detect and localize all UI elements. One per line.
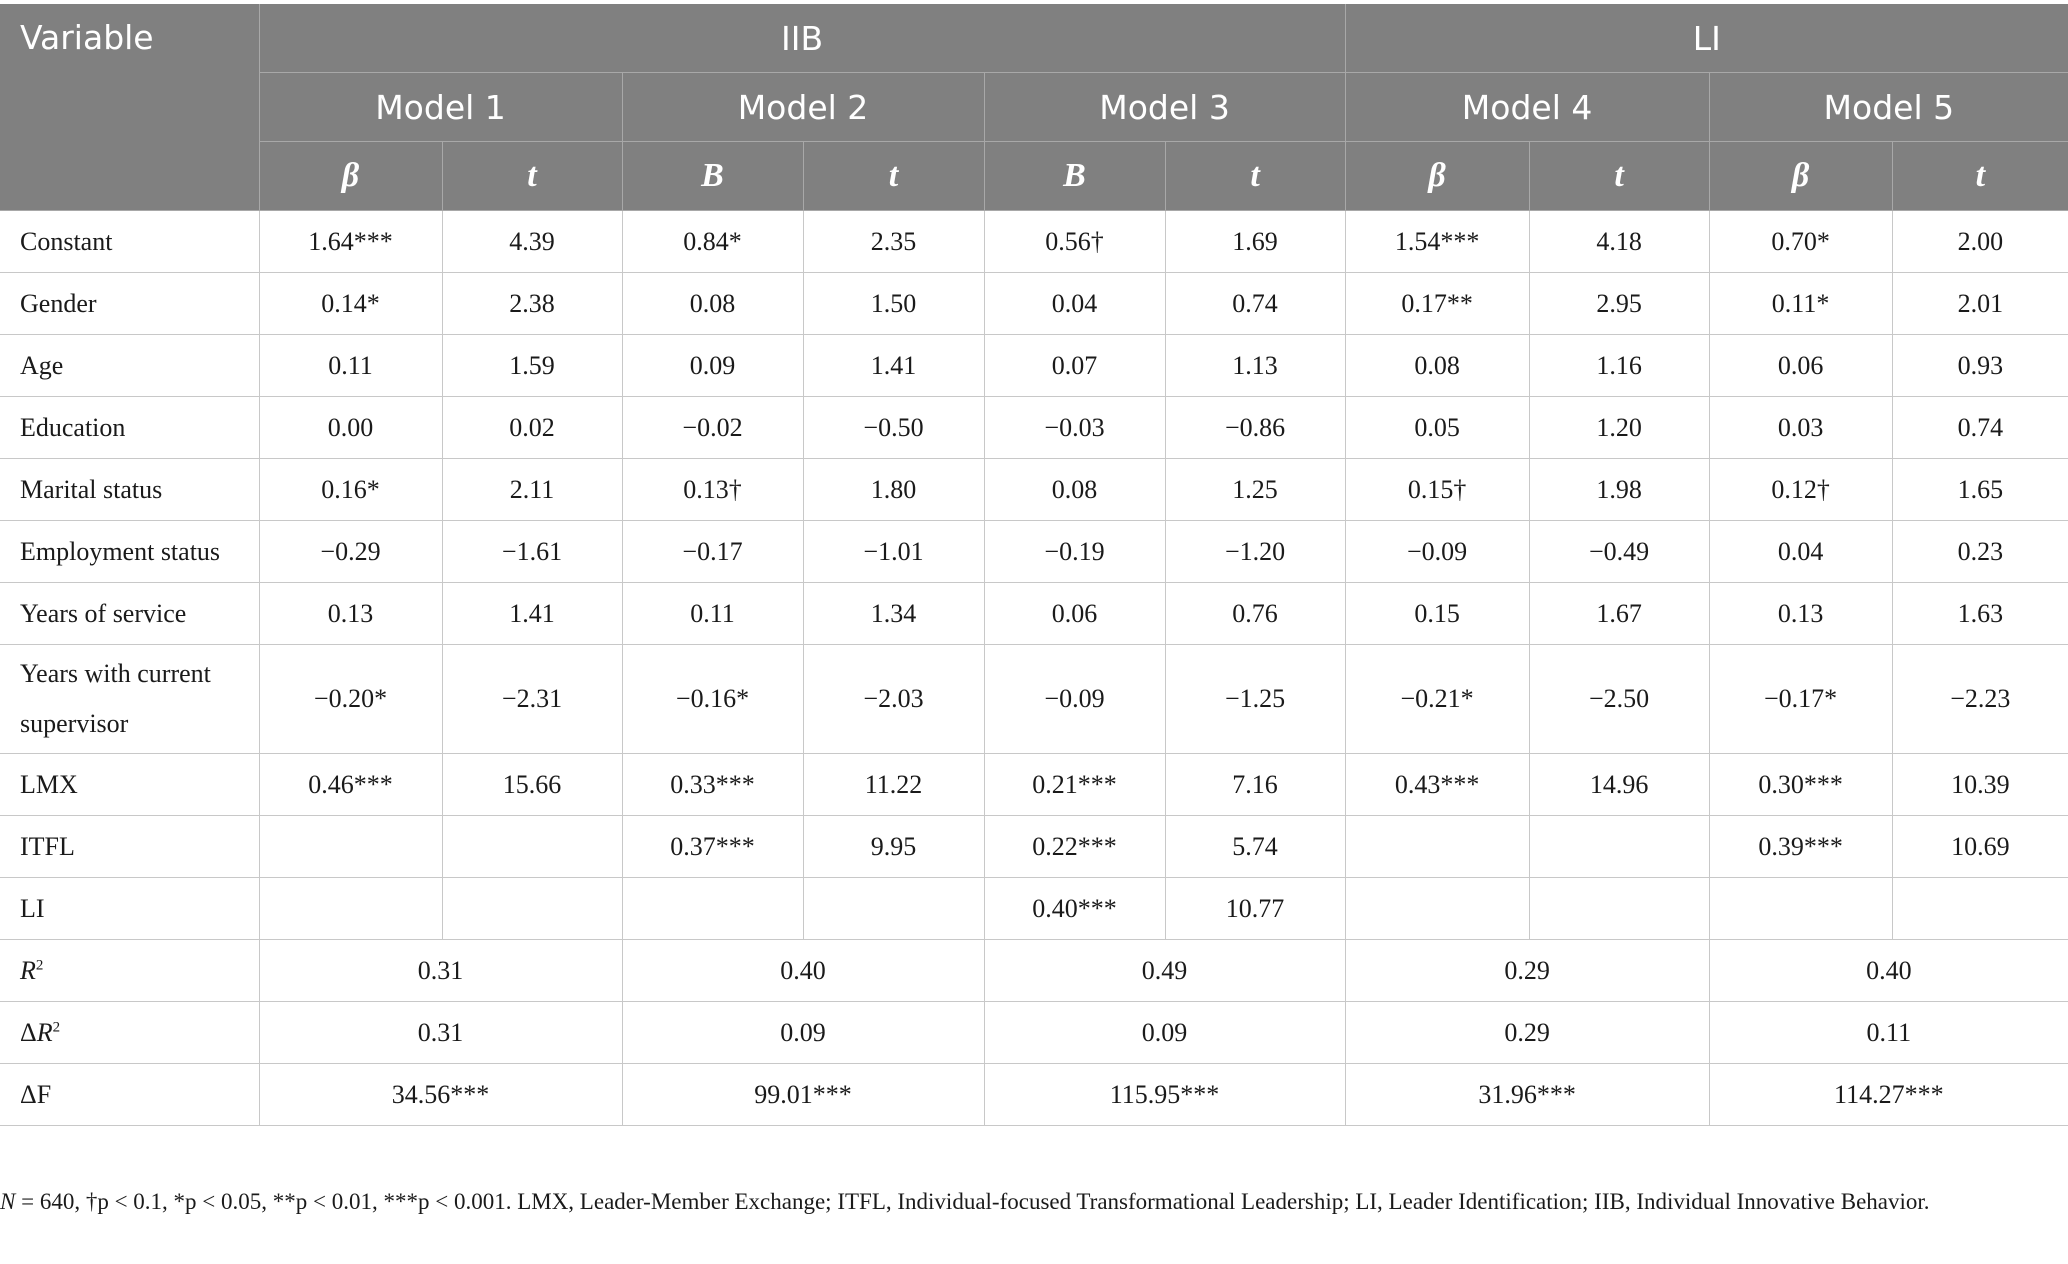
t-cell: −0.49 xyxy=(1529,521,1709,583)
t-cell: 0.76 xyxy=(1165,583,1345,645)
model-header: Model 2 xyxy=(622,73,984,142)
summary-row xyxy=(0,1064,2068,1126)
table-row xyxy=(0,816,2068,878)
t-cell xyxy=(803,878,984,940)
table-row xyxy=(0,754,2068,816)
coef-cell: −0.29 xyxy=(259,521,442,583)
summary-value: 34.56*** xyxy=(259,1064,622,1126)
t-cell: 1.41 xyxy=(803,335,984,397)
t-cell: −2.03 xyxy=(803,645,984,754)
regression-table xyxy=(0,4,2068,1126)
coef-cell: 0.16* xyxy=(259,459,442,521)
coef-cell: 0.08 xyxy=(622,273,803,335)
t-cell: 0.74 xyxy=(1165,273,1345,335)
summary-label-main: R xyxy=(36,1017,53,1047)
t-cell: 1.41 xyxy=(442,583,622,645)
t-cell: 0.74 xyxy=(1892,397,2068,459)
coef-cell: 0.40*** xyxy=(984,878,1165,940)
t-cell: −2.50 xyxy=(1529,645,1709,754)
coef-symbol: β xyxy=(1345,142,1529,211)
t-symbol: t xyxy=(1892,142,2068,211)
coef-cell: 0.84* xyxy=(622,211,803,273)
table-row xyxy=(0,521,2068,583)
coef-cell: 0.33*** xyxy=(622,754,803,816)
summary-label-main: R xyxy=(20,955,36,985)
t-cell: 11.22 xyxy=(803,754,984,816)
t-cell: 0.23 xyxy=(1892,521,2068,583)
t-cell: 1.50 xyxy=(803,273,984,335)
summary-value: 0.09 xyxy=(984,1002,1345,1064)
coef-cell: 0.13† xyxy=(622,459,803,521)
row-label: Education xyxy=(0,397,259,459)
t-cell: 1.59 xyxy=(442,335,622,397)
summary-label-main: ΔF xyxy=(20,1079,52,1109)
t-cell: 2.95 xyxy=(1529,273,1709,335)
row-label: Employment status xyxy=(0,521,259,583)
summary-value: 0.40 xyxy=(622,940,984,1002)
coef-cell: −0.09 xyxy=(1345,521,1529,583)
t-cell: 1.65 xyxy=(1892,459,2068,521)
coef-cell: 1.54*** xyxy=(1345,211,1529,273)
row-label: Age xyxy=(0,335,259,397)
table-header xyxy=(0,4,2068,211)
coef-cell: −0.21* xyxy=(1345,645,1529,754)
table-row xyxy=(0,878,2068,940)
coef-symbol: β xyxy=(259,142,442,211)
coef-cell: 0.56† xyxy=(984,211,1165,273)
row-label: LMX xyxy=(0,754,259,816)
coef-cell: 0.46*** xyxy=(259,754,442,816)
t-cell: 2.00 xyxy=(1892,211,2068,273)
coef-cell: 0.12† xyxy=(1709,459,1892,521)
t-cell: −1.61 xyxy=(442,521,622,583)
coef-symbol: β xyxy=(1709,142,1892,211)
coef-cell: −0.17 xyxy=(622,521,803,583)
coef-cell: 0.04 xyxy=(984,273,1165,335)
t-cell: 1.98 xyxy=(1529,459,1709,521)
coef-cell xyxy=(622,878,803,940)
t-cell: −1.25 xyxy=(1165,645,1345,754)
row-label: ITFL xyxy=(0,816,259,878)
summary-value: 0.31 xyxy=(259,1002,622,1064)
model-header: Model 3 xyxy=(984,73,1345,142)
model-header: Model 1 xyxy=(259,73,622,142)
t-cell: 1.69 xyxy=(1165,211,1345,273)
row-label: Years with current supervisor xyxy=(0,645,259,754)
summary-value: 115.95*** xyxy=(984,1064,1345,1126)
t-symbol: t xyxy=(1165,142,1345,211)
coef-cell: 0.21*** xyxy=(984,754,1165,816)
coef-cell: 0.05 xyxy=(1345,397,1529,459)
summary-value: 0.29 xyxy=(1345,940,1709,1002)
coef-cell: 0.14* xyxy=(259,273,442,335)
t-cell: 1.16 xyxy=(1529,335,1709,397)
coef-cell: −0.16* xyxy=(622,645,803,754)
row-label: Years of service xyxy=(0,583,259,645)
t-cell: 2.38 xyxy=(442,273,622,335)
t-cell: 15.66 xyxy=(442,754,622,816)
summary-value: 0.49 xyxy=(984,940,1345,1002)
t-cell: 0.93 xyxy=(1892,335,2068,397)
t-cell: 2.01 xyxy=(1892,273,2068,335)
coef-cell: 0.43*** xyxy=(1345,754,1529,816)
coef-cell: 0.70* xyxy=(1709,211,1892,273)
t-symbol: t xyxy=(442,142,622,211)
coef-cell: 0.00 xyxy=(259,397,442,459)
coef-cell: 0.06 xyxy=(1709,335,1892,397)
coef-cell: −0.17* xyxy=(1709,645,1892,754)
coef-cell xyxy=(1345,816,1529,878)
coef-cell: 0.15 xyxy=(1345,583,1529,645)
t-cell: 9.95 xyxy=(803,816,984,878)
coef-cell: 0.03 xyxy=(1709,397,1892,459)
footnote-text: = 640, †p < 0.1, *p < 0.05, **p < 0.01, ***p < 0.001. LMX, Leader-Member Exchange; ITFL, Individual-focused Transformational Leadership; LI, Leader Identification; IIB, Individual Innovative Behavior. xyxy=(15,1189,1930,1214)
t-cell: 2.11 xyxy=(442,459,622,521)
group-header-iib: IIB xyxy=(259,4,1345,73)
t-cell: −1.20 xyxy=(1165,521,1345,583)
summary-value: 0.29 xyxy=(1345,1002,1709,1064)
table-row xyxy=(0,583,2068,645)
summary-label-sup: 2 xyxy=(35,956,44,973)
coef-cell: 0.11 xyxy=(622,583,803,645)
row-label: Gender xyxy=(0,273,259,335)
coef-cell: 0.09 xyxy=(622,335,803,397)
coef-cell: −0.19 xyxy=(984,521,1165,583)
summary-label xyxy=(0,1064,259,1126)
row-label: LI xyxy=(0,878,259,940)
table-row xyxy=(0,273,2068,335)
t-cell: 1.63 xyxy=(1892,583,2068,645)
summary-row xyxy=(0,940,2068,1002)
table-footnote xyxy=(0,1184,2040,1220)
t-cell: 1.13 xyxy=(1165,335,1345,397)
table-row xyxy=(0,335,2068,397)
t-cell: −0.50 xyxy=(803,397,984,459)
t-cell: −2.23 xyxy=(1892,645,2068,754)
summary-label xyxy=(0,1002,259,1064)
t-cell xyxy=(1529,816,1709,878)
t-cell: 1.25 xyxy=(1165,459,1345,521)
model-header-row xyxy=(0,73,2068,142)
t-cell: 10.39 xyxy=(1892,754,2068,816)
coef-cell: 0.30*** xyxy=(1709,754,1892,816)
t-cell: 1.80 xyxy=(803,459,984,521)
summary-value: 0.40 xyxy=(1709,940,2068,1002)
t-cell xyxy=(442,878,622,940)
summary-value: 31.96*** xyxy=(1345,1064,1709,1126)
summary-row xyxy=(0,1002,2068,1064)
coef-cell: 0.11 xyxy=(259,335,442,397)
coef-cell: 0.08 xyxy=(984,459,1165,521)
t-cell: 10.77 xyxy=(1165,878,1345,940)
coef-cell xyxy=(259,816,442,878)
t-cell xyxy=(1529,878,1709,940)
coef-cell: −0.02 xyxy=(622,397,803,459)
coef-symbol: B xyxy=(984,142,1165,211)
coef-cell: 0.13 xyxy=(1709,583,1892,645)
coef-cell: 0.11* xyxy=(1709,273,1892,335)
table-row xyxy=(0,645,2068,754)
summary-value: 99.01*** xyxy=(622,1064,984,1126)
t-cell: 0.02 xyxy=(442,397,622,459)
t-cell: 1.67 xyxy=(1529,583,1709,645)
model-header: Model 4 xyxy=(1345,73,1709,142)
t-cell: 4.18 xyxy=(1529,211,1709,273)
coef-cell: 0.07 xyxy=(984,335,1165,397)
summary-value: 0.09 xyxy=(622,1002,984,1064)
symbol-header-row xyxy=(0,142,2068,211)
coef-cell: −0.09 xyxy=(984,645,1165,754)
t-symbol: t xyxy=(803,142,984,211)
row-label: Constant xyxy=(0,211,259,273)
coef-cell: 0.37*** xyxy=(622,816,803,878)
coef-cell: 0.22*** xyxy=(984,816,1165,878)
table-body xyxy=(0,211,2068,1126)
coef-cell: 0.06 xyxy=(984,583,1165,645)
summary-value: 0.31 xyxy=(259,940,622,1002)
table-row xyxy=(0,459,2068,521)
coef-cell: 0.15† xyxy=(1345,459,1529,521)
t-cell: −1.01 xyxy=(803,521,984,583)
t-cell: 1.20 xyxy=(1529,397,1709,459)
summary-value: 0.11 xyxy=(1709,1002,2068,1064)
coef-cell: 0.17** xyxy=(1345,273,1529,335)
t-cell: 10.69 xyxy=(1892,816,2068,878)
t-cell: 4.39 xyxy=(442,211,622,273)
coef-cell: 0.04 xyxy=(1709,521,1892,583)
t-cell: 2.35 xyxy=(803,211,984,273)
table-row xyxy=(0,397,2068,459)
t-cell: 14.96 xyxy=(1529,754,1709,816)
coef-cell xyxy=(259,878,442,940)
summary-value: 114.27*** xyxy=(1709,1064,2068,1126)
coef-cell: 0.13 xyxy=(259,583,442,645)
coef-cell: 0.08 xyxy=(1345,335,1529,397)
coef-cell: 0.39*** xyxy=(1709,816,1892,878)
coef-cell xyxy=(1345,878,1529,940)
group-header-li: LI xyxy=(1345,4,2068,73)
coef-cell: −0.20* xyxy=(259,645,442,754)
summary-label xyxy=(0,940,259,1002)
t-cell xyxy=(442,816,622,878)
variable-header: Variable xyxy=(0,4,259,211)
summary-label-sup: 2 xyxy=(52,1018,61,1035)
t-symbol: t xyxy=(1529,142,1709,211)
coef-cell xyxy=(1709,878,1892,940)
t-cell: −0.86 xyxy=(1165,397,1345,459)
footnote-n: N xyxy=(0,1189,16,1214)
table-row xyxy=(0,211,2068,273)
coef-cell: 1.64*** xyxy=(259,211,442,273)
row-label: Marital status xyxy=(0,459,259,521)
coef-symbol: B xyxy=(622,142,803,211)
summary-label-prefix: Δ xyxy=(20,1017,37,1047)
t-cell: 5.74 xyxy=(1165,816,1345,878)
t-cell: 7.16 xyxy=(1165,754,1345,816)
t-cell: −2.31 xyxy=(442,645,622,754)
t-cell xyxy=(1892,878,2068,940)
coef-cell: −0.03 xyxy=(984,397,1165,459)
t-cell: 1.34 xyxy=(803,583,984,645)
model-header: Model 5 xyxy=(1709,73,2068,142)
